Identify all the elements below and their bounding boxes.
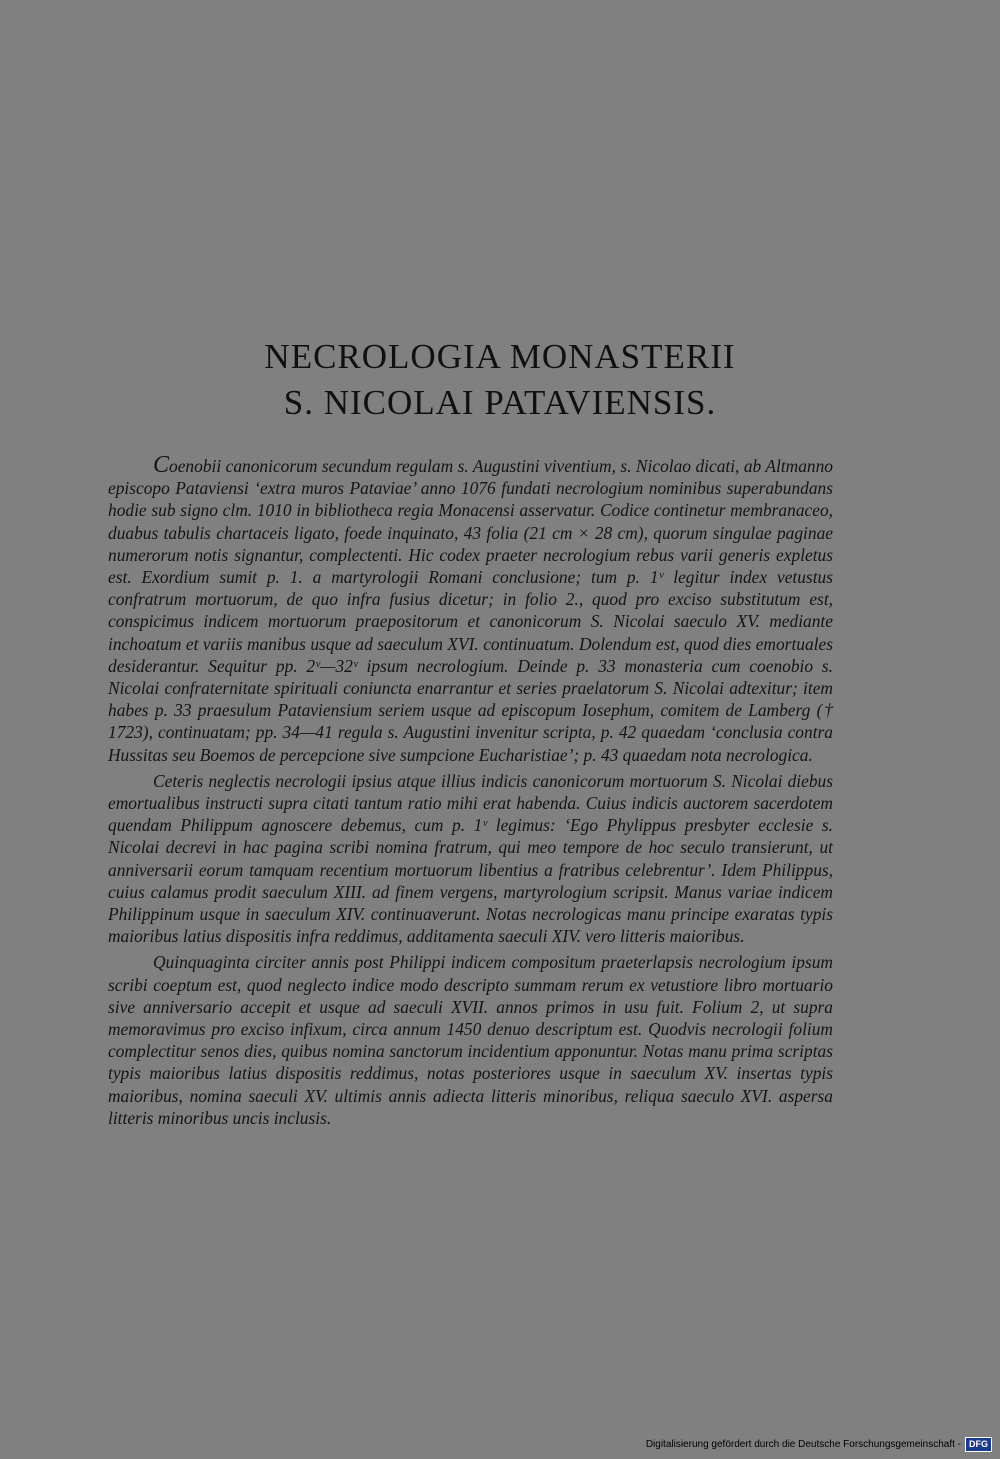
page-title-line-1: NECROLOGIA MONASTERII xyxy=(264,337,736,376)
page-title-line-2: S. NICOLAI PATAVIENSIS. xyxy=(283,383,717,422)
body-text xyxy=(108,452,833,1133)
dfg-logo: DFG xyxy=(965,1437,992,1452)
digitization-credit xyxy=(646,1436,992,1452)
paragraph-3: Quinquaginta circiter annis post Philippi indicem compositum praeterlapsis necrologium ipsum scribi coeptum est, quod neglecto indice modo descripto summam rerum ex vetustiore libro mortuario sive anniversario accepit et usque ad saeculi XVII. annos primos in usu fuit. Folium 2, ut supra memoravimus pro exciso infixum, circa annum 1450 denuo descriptum est. Quodvis necrologii folium complectitur senos dies, quibus nomina sanctorum incidentium apponuntur. Notas manu prima scriptas typis maioribus latius dispositis reddimus, notas posteriores usque in saeculum XV. insertas typis maioribus, nomina saeculi XV. ultimis annis adiecta litteris minoribus, reliqua saeculo XVI. aspersa litteris minoribus uncis inclusis. xyxy=(108,952,833,1128)
paragraph-2: Ceteris neglectis necrologii ipsius atque illius indicis canonicorum mortuorum S. Nicolai diebus emortualibus instructi supra citati tantum ratio mihi erat habenda. Cuius indicis auctorem sacerdotem quendam Philippum agnoscere debemus, cum p. 1ᵛ legimus: ‘Ego Phylippus presbyter ecclesie s. Nicolai decrevi in hac pagina scribi nomina fratrum, qui meo tempore de hoc seculo transierunt, ut anniversarii eorum tamquam recentium mortuorum libentius a fratribus celebrentur’. Idem Philippus, cuius calamus prodit saeculum XIII. ad finem vergens, martyrologium scripsit. Manus variae indicem Philippinum usque in saeculum XIV. continuaverunt. Notas necrologicas manu principe exaratas typis maioribus latius dispositis infra reddimus, additamenta saeculi XIV. vero litteris maioribus. xyxy=(108,770,833,947)
paragraph-1 xyxy=(108,452,833,766)
drop-initial: C xyxy=(153,452,170,478)
credit-text: Digitalisierung gefördert durch die Deutsche Forschungsgemeinschaft - xyxy=(645,1438,961,1450)
paragraph-1-text: oenobii canonicorum secundum regulam s. Augustini viventium, s. Nicolao dicati, ab Altmanno episcopo Pataviensi ‘extra muros Pataviae’ anno 1076 fundati necrologium nominibus superabundans hodie sub signo clm. 1010 in bibliotheca regia Monacensi asservatur. Codice continetur membranaceo, duabus tabulis chartaceis ligato, foede inquinato, 43 folia (21 cm × 28 cm), quorum singulae paginae numerorum notis signantur, complectenti. Hic codex praeter necrologium rebus varii generis expletus est. Exordium sumit p. 1. a martyrologii Romani conclusione; tum p. 1ᵛ legitur index vetustus confratrum mortuorum, de quo infra fusius dicetur; in folio 2., quod pro exciso substitutum est, conspicimus indicem mortuorum praepositorum et canonicorum S. Nicolai saeculo XV. mediante inchoatum et variis manibus usque ad saeculum XVI. continuatum. Dolendum est, quod dies emortuales desiderantur. Sequitur pp. 2ᵛ—32ᵛ ipsum necrologium. Deinde p. 33 monasteria cum coenobio s. Nicolai confraternitate spirituali coniuncta enarrantur et series praelatorum S. Nicolai adtexitur; item habes p. 33 praesulum Pataviensium seriem usque ad episcopum Iosephum, comitem de Lamberg († 1723), continuatam; pp. 34—41 regula s. Augustini invenitur scripta, p. 42 quaedam ‘conclusia contra Hussitas seu Boemos de percepcione sive sumpcione Eucharistiae’; p. 43 quaedam nota necrologica. xyxy=(108,456,833,765)
